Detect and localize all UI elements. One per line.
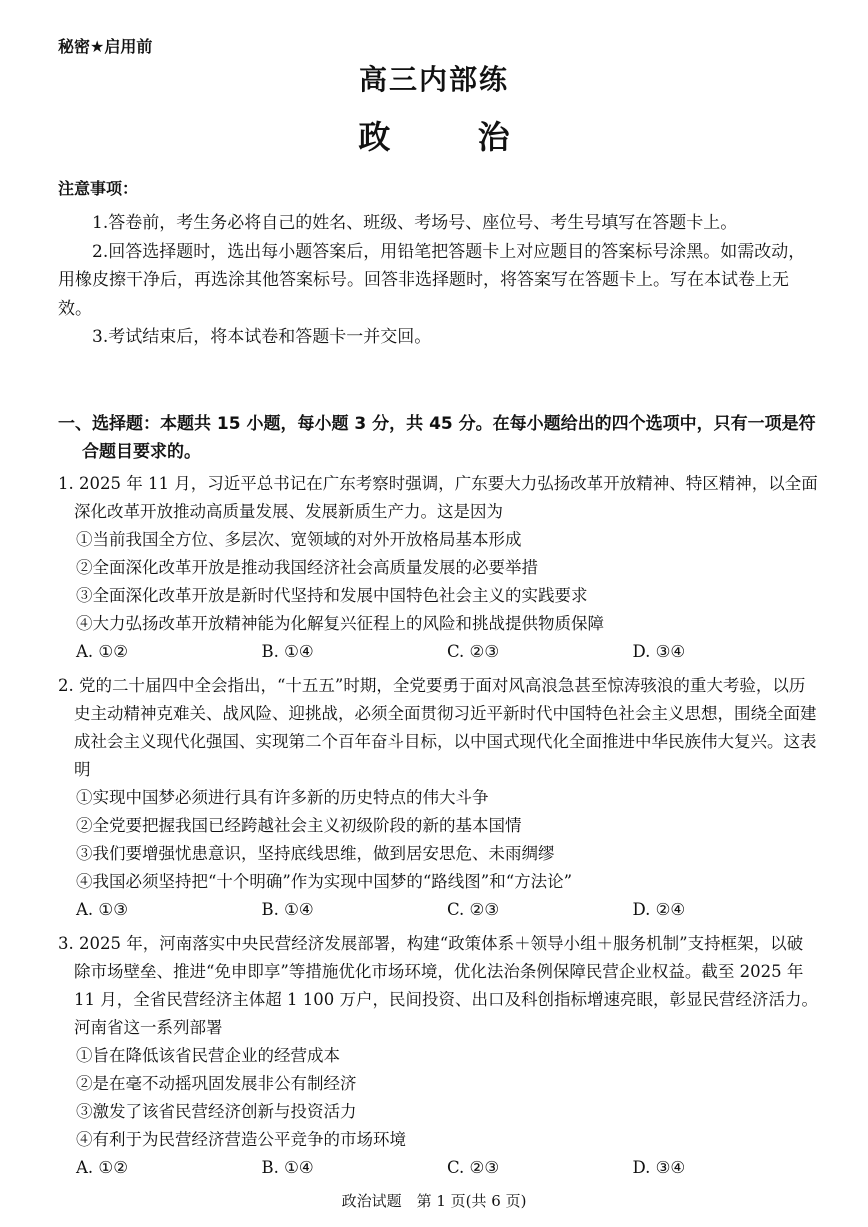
notes-block xyxy=(58,176,818,352)
question-stem: 1. 2025 年 11 月，习近平总书记在广东考察时强调，广东要大力弘扬改革开放精神、特区精神，以全面深化改革开放推动高质量发展、发展新质生产力。这是因为 xyxy=(58,474,818,521)
answer-choices xyxy=(58,638,818,666)
note-item: 1.答卷前，考生务必将自己的姓名、班级、考场号、座位号、考生号填写在答题卡上。 xyxy=(92,213,738,233)
choice-a: A. ①② xyxy=(76,642,128,661)
section-heading: 一、选择题：本题共 15 小题，每小题 3 分，共 45 分。在每小题给出的四个选项中，只有一项是符合题目要求的。 xyxy=(58,414,816,462)
choice-d: D. ③④ xyxy=(632,1158,686,1177)
question-option: ①当前我国全方位、多层次、宽领域的对外开放格局基本形成 xyxy=(76,530,522,549)
question-option: ①旨在降低该省民营企业的经营成本 xyxy=(76,1046,340,1065)
question-stem: 2. 党的二十届四中全会指出，“十五五”时期，全党要勇于面对风高浪急甚至惊涛骇浪的重大考验，以历史主动精神克难关、战风险、迎挑战，必须全面贯彻习近平新时代中国特色社会主义思想，围绕全面建成社会主义现代化强国、实现第二个百年奋斗目标，以中国式现代化全面推进中华民族伟大复兴。这表明 xyxy=(58,676,817,779)
question-option: ③我们要增强忧患意识，坚持底线思维，做到居安思危、未雨绸缪 xyxy=(76,844,555,863)
question-option: ④我国必须坚持把“十个明确”作为实现中国梦的“路线图”和“方法论” xyxy=(76,872,573,891)
question-option: ②全面深化改革开放是推动我国经济社会高质量发展的必要举措 xyxy=(76,558,538,577)
choice-d: D. ③④ xyxy=(632,642,686,661)
question-2 xyxy=(58,672,818,924)
choice-d: D. ②④ xyxy=(632,900,686,919)
question-stem: 3. 2025 年，河南落实中央民营经济发展部署，构建“政策体系＋领导小组＋服务机制”支持框架，以破除市场壁垒、推进“免申即享”等措施优化市场环境，优化法治条例保障民营企业权益。截至 2025 年 11 月，全省民营经济主体超 1 100 万户，民间投资、出口及科创指标增速亮眼，彰显民营经济活力。河南省这一系列部署 xyxy=(58,934,818,1037)
choice-a: A. ①② xyxy=(76,1158,128,1177)
choice-c: C. ②③ xyxy=(447,642,500,661)
note-item: 2.回答选择题时，选出每小题答案后，用铅笔把答题卡上对应题目的答案标号涂黑。如需改动，用橡皮擦干净后，再选涂其他答案标号。回答非选择题时，将答案写在答题卡上。写在本试卷上无效。 xyxy=(58,241,806,319)
exam-title: 高三内部练 xyxy=(358,63,509,96)
question-option: ②全党要把握我国已经跨越社会主义初级阶段的新的基本国情 xyxy=(76,816,522,835)
note-item: 3.考试结束后，将本试卷和答题卡一并交回。 xyxy=(92,327,432,347)
choice-b: B. ①④ xyxy=(261,642,314,661)
question-option: ④大力弘扬改革开放精神能为化解复兴征程上的风险和挑战提供物质保障 xyxy=(76,614,604,633)
confidential-mark: 秘密★启用前 xyxy=(58,37,153,56)
questions-list xyxy=(58,470,818,1188)
question-option: ③全面深化改革开放是新时代坚持和发展中国特色社会主义的实践要求 xyxy=(76,586,588,605)
subject-title: 政 治 xyxy=(358,118,548,156)
choice-b: B. ①④ xyxy=(261,1158,314,1177)
choice-b: B. ①④ xyxy=(261,900,314,919)
choice-c: C. ②③ xyxy=(447,1158,500,1177)
answer-choices xyxy=(58,896,818,924)
question-option: ③激发了该省民营经济创新与投资活力 xyxy=(76,1102,357,1121)
answer-choices xyxy=(58,1154,818,1182)
notes-heading: 注意事项： xyxy=(58,179,139,198)
question-1 xyxy=(58,470,818,666)
page-footer: 政治试题 第 1 页(共 6 页) xyxy=(341,1192,527,1210)
choice-a: A. ①③ xyxy=(76,900,128,919)
choice-c: C. ②③ xyxy=(447,900,500,919)
question-option: ①实现中国梦必须进行具有许多新的历史特点的伟大斗争 xyxy=(76,788,489,807)
question-option: ②是在毫不动摇巩固发展非公有制经济 xyxy=(76,1074,357,1093)
question-option: ④有利于为民营经济营造公平竞争的市场环境 xyxy=(76,1130,406,1149)
question-3 xyxy=(58,930,818,1182)
